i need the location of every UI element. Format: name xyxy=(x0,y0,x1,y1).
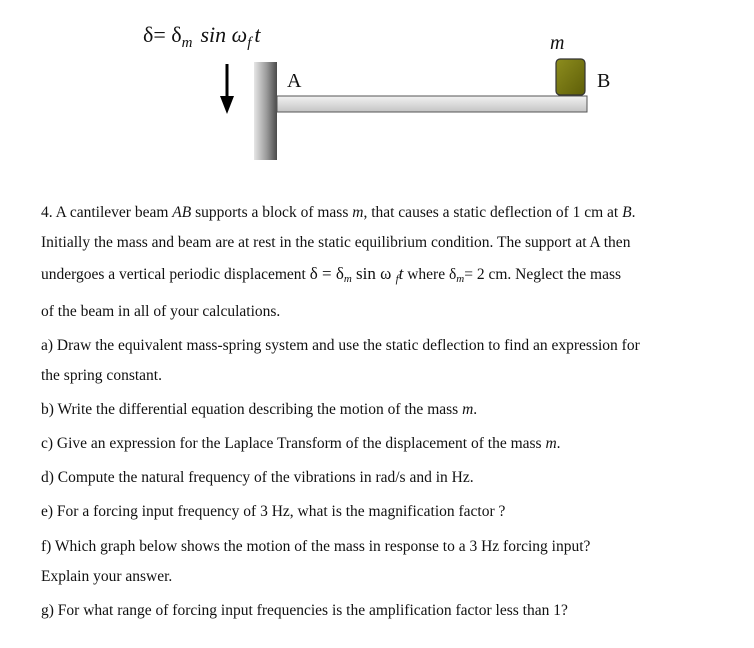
part-b xyxy=(41,400,477,420)
p3-eq2: sin ω xyxy=(351,264,396,283)
part-b-m: m xyxy=(462,401,474,418)
part-e: e) For a forcing input frequency of 3 Hz, what is the magnification factor ? xyxy=(41,503,506,520)
problem-line-2: Initially the mass and beam are at rest in the static equilibrium condition. The support at A then xyxy=(41,234,631,251)
part-b-text: b) Write the differential equation describing the motion of the mass xyxy=(41,401,463,418)
p1-m: m xyxy=(352,204,364,221)
p1-text-d: . xyxy=(631,204,636,221)
part-g: g) For what range of forcing input frequencies is the amplification factor less than 1? xyxy=(41,602,568,619)
forcing-sin: sin ω xyxy=(200,22,248,47)
part-c xyxy=(41,434,561,454)
p3-b-sub: m xyxy=(456,273,465,285)
part-f-line-2: Explain your answer. xyxy=(41,568,173,585)
part-f-line-1: f) Which graph below shows the motion of the mass in response to a 3 Hz forcing input? xyxy=(41,538,591,555)
p3-eq-sub: m xyxy=(343,273,352,285)
problem-line-4: of the beam in all of your calculations. xyxy=(41,303,281,320)
down-arrow-icon xyxy=(220,64,234,114)
part-c-m: m xyxy=(545,435,557,452)
p1-text-b: supports a block of mass xyxy=(191,204,353,221)
problem-line-3 xyxy=(41,264,621,289)
part-a-line-1: a) Draw the equivalent mass-spring system and use the static deflection to find an expression for xyxy=(41,337,640,354)
p3-eq1: δ = δ xyxy=(309,264,344,283)
forcing-t: t xyxy=(254,22,261,47)
problem-line-1 xyxy=(41,203,635,223)
p3-text-a: undergoes a vertical periodic displacement xyxy=(41,266,310,283)
p3-eq3: t xyxy=(398,264,404,283)
label-m: m xyxy=(550,32,565,54)
part-b-end: . xyxy=(473,401,478,418)
cantilever-figure xyxy=(0,0,754,200)
forcing-eq-rest: = δ xyxy=(153,22,182,47)
label-b: B xyxy=(597,70,611,92)
part-a-line-2: the spring constant. xyxy=(41,367,162,384)
label-a: A xyxy=(287,70,302,92)
part-c-end: . xyxy=(556,435,561,452)
p3-eq-sub2: f xyxy=(395,273,399,285)
p3-text-c: = 2 cm. Neglect the mass xyxy=(464,266,622,283)
forcing-delta: δ xyxy=(143,22,154,47)
p1-text-c: , that causes a static deflection of 1 cm at xyxy=(363,204,623,221)
p1-text-a: 4. A cantilever beam xyxy=(41,204,173,221)
forcing-sub-f: f xyxy=(247,35,252,51)
forcing-sub: m xyxy=(181,35,193,51)
p3-text-b: where δ xyxy=(403,266,457,283)
part-c-text: c) Give an expression for the Laplace Transform of the displacement of the mass xyxy=(41,435,546,452)
wall-support xyxy=(254,62,277,160)
p1-b: B xyxy=(622,204,632,221)
p3-equation xyxy=(310,264,404,283)
mass-block xyxy=(556,59,585,95)
beam xyxy=(277,96,587,112)
p1-ab: AB xyxy=(172,204,192,221)
forcing-equation xyxy=(143,22,261,51)
part-d: d) Compute the natural frequency of the vibrations in rad/s and in Hz. xyxy=(41,469,474,486)
